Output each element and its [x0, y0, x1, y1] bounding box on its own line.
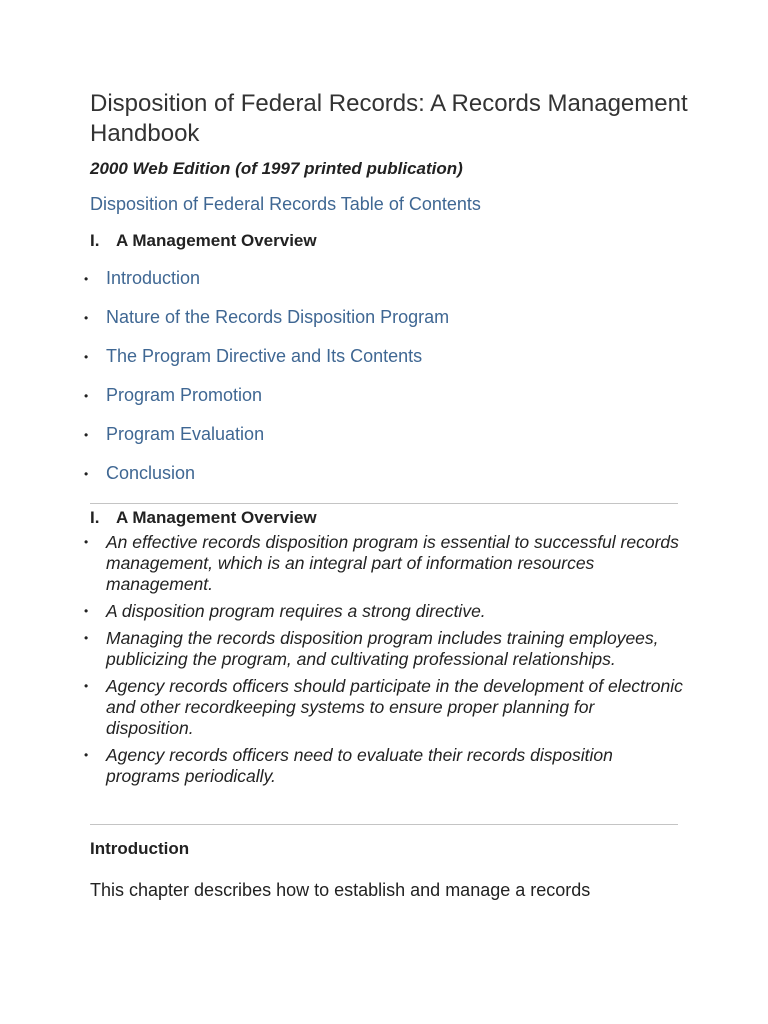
overview-point	[84, 676, 684, 739]
bullet-icon: •	[84, 350, 89, 364]
table-of-contents-link[interactable]: Disposition of Federal Records Table of Contents	[90, 194, 481, 214]
bullet-icon: •	[84, 467, 89, 481]
toc-item-conclusion	[84, 461, 195, 485]
overview-point-text: Agency records officers should participate in the development of electronic and other recordkeeping systems to ensure proper planning for disposition.	[106, 676, 683, 738]
bullet-icon: •	[84, 428, 89, 442]
overview-point-text: Agency records officers need to evaluate their records disposition programs periodically.	[106, 745, 613, 786]
toc-section-number: I.	[90, 231, 100, 250]
divider	[90, 824, 678, 825]
toc-item-evaluation	[84, 422, 264, 446]
overview-section-title: A Management Overview	[116, 508, 317, 527]
toc-item-directive	[84, 344, 422, 368]
toc-link-introduction[interactable]: Introduction	[106, 268, 201, 288]
edition-line: 2000 Web Edition (of 1997 printed publication)	[90, 159, 463, 178]
overview-points-list	[84, 532, 684, 793]
divider	[90, 503, 678, 504]
overview-point	[84, 532, 684, 595]
bullet-icon: •	[84, 389, 89, 403]
overview-point-text: Managing the records disposition program includes training employees, publicizing the program, and cultivating professional relationships.	[106, 628, 659, 669]
introduction-text: This chapter describes how to establish and manage a records	[90, 880, 591, 900]
overview-point	[84, 745, 684, 787]
overview-point-text: An effective records disposition program is essential to successful records management, which is an integral part of information resources management.	[106, 532, 679, 594]
bullet-icon: •	[84, 679, 89, 693]
toc-link-promotion[interactable]: Program Promotion	[106, 385, 263, 405]
overview-point-text: A disposition program requires a strong directive.	[106, 601, 486, 621]
toc-link-nature[interactable]: Nature of the Records Disposition Program	[106, 307, 450, 327]
toc-item-promotion	[84, 383, 262, 407]
bullet-icon: •	[84, 311, 89, 325]
toc-section-title: A Management Overview	[116, 231, 317, 250]
toc-link-evaluation[interactable]: Program Evaluation	[106, 424, 265, 444]
toc-link-conclusion[interactable]: Conclusion	[106, 463, 196, 483]
bullet-icon: •	[84, 604, 89, 618]
bullet-icon: •	[84, 535, 89, 549]
overview-section-number: I.	[90, 508, 100, 527]
introduction-heading: Introduction	[90, 839, 190, 858]
overview-point	[84, 628, 684, 670]
document-title: Disposition of Federal Records: A Records Management Handbook	[90, 90, 688, 147]
overview-section-heading	[90, 508, 317, 528]
toc-item-introduction	[84, 266, 200, 290]
bullet-icon: •	[84, 272, 89, 286]
toc-section-heading	[90, 231, 317, 251]
toc-item-nature	[84, 305, 449, 329]
bullet-icon: •	[84, 748, 89, 762]
bullet-icon: •	[84, 631, 89, 645]
overview-point	[84, 601, 684, 622]
toc-link-directive[interactable]: The Program Directive and Its Contents	[106, 346, 423, 366]
